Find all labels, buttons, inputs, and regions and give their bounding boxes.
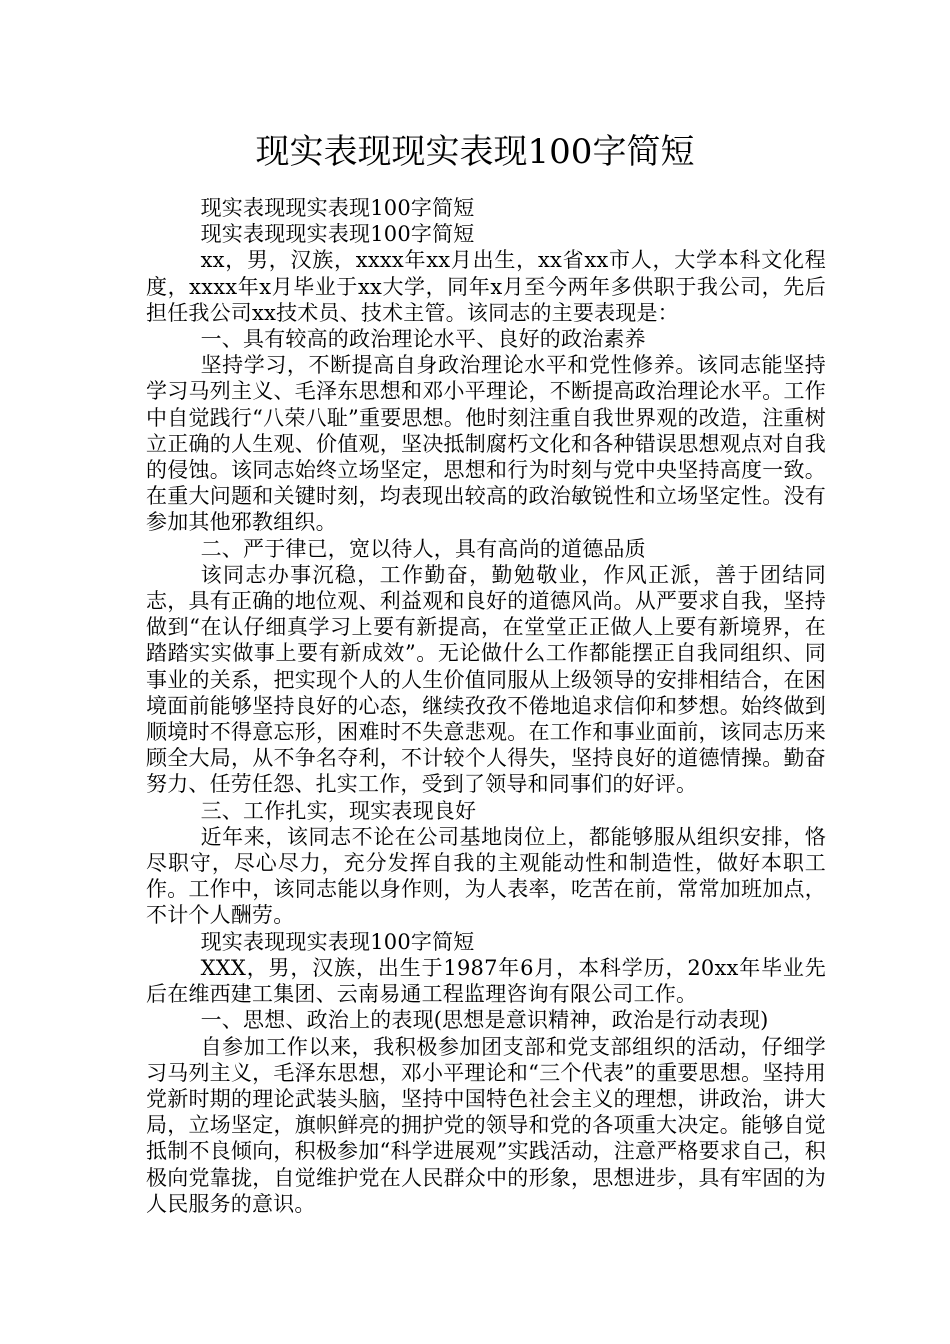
section-heading: 二、严于律已，宽以待人，具有高尚的道德品质: [200, 536, 646, 561]
document-title: 现实表现现实表现100字简短: [255, 132, 695, 172]
paragraph: 近年来，该同志不论在公司基地岗位上，都能够服从组织安排，恪尽职守，尽心尽力，充分发挥自我的主观能动性和制造性，做好本职工作。工作中，该同志能以身作则，为人表率，吃苦在前，常常加班加点，不计个人酬劳。: [146, 824, 826, 928]
section-heading: 一、思想、政治上的表现(思想是意识精神，政治是行动表现): [200, 1008, 769, 1033]
paragraph: 现实表现现实表现100字简短: [200, 196, 475, 220]
paragraph: 现实表现现实表现100字简短: [200, 929, 475, 954]
paragraph: 该同志办事沉稳，工作勤奋，勤勉敬业，作风正派，善于团结同志，具有正确的地位观、利益观和良好的道德风尚。从严要求自我，坚持做到“在认仔细真学习上要有新提高，在堂堂正正做人上要有新境界，在踏踏实实做事上要有新成效”。无论做什么工作都能摆正自我同组织、同事业的关系，把实现个人的人生价值同服从上级领导的安排相结合，在困境面前能够坚持良好的心态，继续孜孜不倦地追求信仰和梦想。始终做到顺境时不得意忘形，困难时不失意悲观。在工作和事业面前，该同志历来顾全大局，从不争名夺利，不计较个人得失，坚持良好的道德情操。勤奋努力、任劳任怨、扎实工作，受到了领导和同事们的好评。: [146, 562, 826, 797]
section-heading: 一、具有较高的政治理论水平、良好的政治素养: [200, 327, 646, 352]
paragraph: XXX，男，汉族，出生于1987年6月，本科学历，20xx年毕业先后在维西建工集团、云南易通工程监理咨询有限公司工作。: [146, 955, 826, 1007]
section-heading: 三、工作扎实，现实表现良好: [200, 798, 477, 823]
paragraph: 自参加工作以来，我积极参加团支部和党支部组织的活动，仔细学习马列主义，毛泽东思想，邓小平理论和“三个代表”的重要思想。坚持用党新时期的理论武装头脑，坚持中国特色社会主义的理想，讲政治，讲大局，立场坚定，旗帜鲜亮的拥护党的领导和党的各项重大决定。能够自觉抵制不良倾向，积极参加“科学进展观”实践活动，注意严格要求自己，积极向党靠拢，自觉维护党在人民群众中的形象，思想进步，具有牢固的为人民服务的意识。: [146, 1034, 826, 1216]
paragraph: 坚持学习，不断提高自身政治理论水平和党性修养。该同志能坚持学习马列主义、毛泽东思想和邓小平理论，不断提高政治理论水平。工作中自觉践行“八荣八耻”重要思想。他时刻注重自我世界观的改造，注重树立正确的人生观、价值观，坚决抵制腐朽文化和各种错误思想观点对自我的侵蚀。该同志始终立场坚定，思想和行为时刻与党中央坚持高度一致。在重大问题和关键时刻，均表现出较高的政治敏锐性和立场坚定性。没有参加其他邪教组织。: [146, 353, 826, 535]
paragraph: 现实表现现实表现100字简短: [200, 222, 475, 247]
document-body: [146, 195, 826, 1217]
paragraph: xx，男，汉族，xxxx年xx月出生，xx省xx市人，大学本科文化程度，xxxx年x月毕业于xx大学，同年x月至今两年多供职于我公司，先后担任我公司xx技术员、技术主管。该同志的主要表现是：: [146, 248, 826, 325]
